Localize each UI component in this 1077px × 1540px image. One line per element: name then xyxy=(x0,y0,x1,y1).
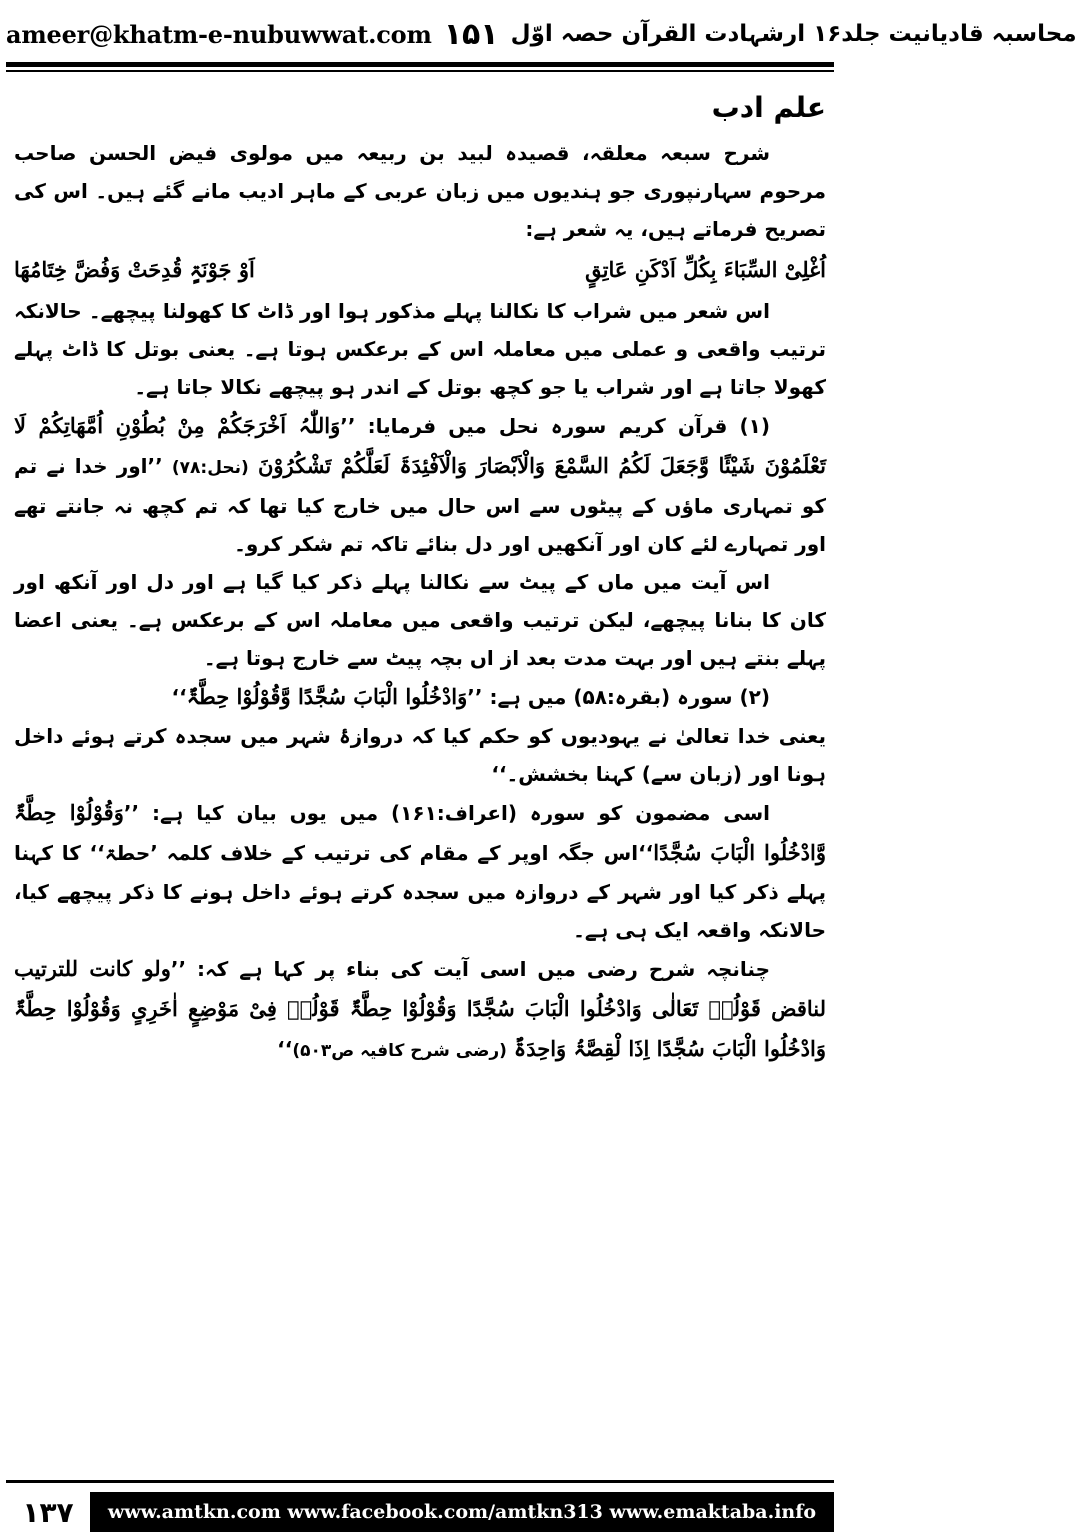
araf-explanation: ‘‘اس جگہ اوپر کے مقام کی ترتیب کے خلاف کلمہ ’حطۃ‘‘ کا کہنا پہلے ذکر کیا اور شہر کے دروازہ میں سجدہ کرتے ہوئے داخل ہونے کا ذکر پیچھے کیا، حالانکہ واقعہ ایک ہی ہے۔ xyxy=(14,841,826,942)
header-page-number: ۱۵۱ xyxy=(443,16,499,52)
paragraph-baqarah-translation: یعنی خدا تعالیٰ نے یہودیوں کو حکم کیا کہ دروازۂ شہر میں سجدہ کرتے ہوئے داخل ہونا اور (زبان سے) کہنا بخشش۔‘‘ xyxy=(14,724,826,786)
paragraph-nahl xyxy=(14,406,826,563)
araf-lead: اسی مضمون کو سورہ (اعراف:۱۶۱) میں یوں بیان کیا ہے: ’’ xyxy=(123,801,770,825)
radi-lead: چنانچہ شرح رضی میں اسی آیت کی بناء پر کہا ہے کہ: ’’ xyxy=(170,957,770,981)
baqarah-lead: (۲) سورہ (بقرہ:۵۸) میں ہے: ’’ xyxy=(467,685,770,709)
paragraph-sharh-radi xyxy=(14,949,826,1070)
paragraph-araf xyxy=(14,793,826,949)
paragraph-verse-explanation: اس شعر میں شراب کا نکالنا پہلے مذکور ہوا اور ڈاٹ کا کھولنا پیچھے۔ حالانکہ ترتیب واقعی و عملی میں معاملہ اس کے برعکس ہوتا ہے۔ یعنی بوتل کا ڈاٹ پہلے کھولا جاتا ہے اور شراب یا جو کچھ بوتل کے اندر ہو پیچھے نکالا جاتا ہے۔ xyxy=(14,299,826,399)
radi-reference: (رضی شرح کافیہ ص۵۰۳) xyxy=(292,1041,507,1061)
nahl-reference: (نحل:۷۸) xyxy=(171,458,249,478)
baqarah-close-quote: ‘‘ xyxy=(171,685,187,709)
paragraph-intro: شرح سبعہ معلقہ، قصیدہ لبید بن ربیعہ میں مولوی فیض الحسن صاحب مرحوم سہارنپوری جو ہندیوں میں زبان عربی کے ماہر ادیب مانے گئے ہیں۔ اس کی تصریح فرماتے ہیں، یہ شعر ہے: xyxy=(14,141,826,241)
verse-second-hemistich: اَوْ جَوْنَۃٍ قُدِحَتْ وَفُضَّ خِتَامُھَا xyxy=(14,257,255,282)
baqarah-quran-text: وَادْخُلُوا الْبَابَ سُجَّدًا وَّقُوْلُوْا حِطَّۃٌ xyxy=(186,684,468,709)
header-book-title: محاسبہ قادیانیت جلد۱۶ ارشہادت القرآن حصہ اوّل xyxy=(510,21,1077,47)
paragraph-nahl-explanation: اس آیت میں ماں کے پیٹ سے نکالنا پہلے ذکر کیا گیا ہے اور دل اور آنکھ اور کان کا بنانا پیچھے، لیکن ترتیب واقعی میں معاملہ اس کے برعکس ہے۔ یعنی اعضا پہلے بنتے ہیں اور بہت مدت بعد از اں بچہ پیٹ سے خارج ہوتا ہے۔ xyxy=(14,570,826,670)
paragraph-baqarah xyxy=(14,677,826,717)
page-header xyxy=(6,8,1077,60)
footer-rule xyxy=(6,1480,834,1483)
header-rule-thin xyxy=(6,70,834,72)
nahl-quran-text: وَاللّٰہُ اَخْرَجَکُمْ مِنْ بُطُوْنِ اُمَّھَاتِکُمْ لَا تَعْلَمُوْنَ شَیْئًا وَّجَعَلَ لَکُمُ السَّمْعَ وَالْاَبْصَارَ وَالْاَفْئِدَۃَ لَعَلَّکُمْ تَشْکُرُوْنَ xyxy=(14,413,826,478)
poetry-verse xyxy=(14,248,826,292)
footer-page-number: ۱۳۷ xyxy=(22,1495,74,1529)
page-content xyxy=(14,84,826,1474)
araf-quran-text: وَقُوْلُوْا حِطَّۃٌ وَّادْخُلُوا الْبَابَ سُجَّدًا xyxy=(14,800,826,865)
nahl-lead: (۱) قرآن کریم سورہ نحل میں فرمایا: ’’ xyxy=(340,414,771,438)
section-heading: علم ادب xyxy=(711,91,826,124)
radi-arabic-quote: ولو کانت للترتیب لناقض قَوْلُہٗ تَعَالٰی وَادْخُلُوا الْبَابَ سُجَّدًا وَقُوْلُوْا حِطَّۃٌ قَوْلُہٗ فِیْ مَوْضِعٍ اٰخَرِیٍ وَقُوْلُوْا حِطَّۃٌ وَادْخُلُوا الْبَابَ سُجَّدًا اِذَا لْقِصَّۃُ وَاحِدَۃٌ xyxy=(14,956,826,1061)
header-rule-thick xyxy=(6,62,834,67)
verse-first-hemistich: اُغْلِیْ السِّبَاءَ بِکُلِّ اَدْکَنِ عَاتِقٍ xyxy=(585,257,826,282)
nahl-translation: ’’اور خدا نے تم کو تمہاری ماؤں کے پیٹوں سے اس حال میں خارج کیا تھا کہ تم کچھ نہ جانتے تھے اور تمہارے لئے کان اور آنکھیں اور دل بنائے تاکہ تم شکر کرو۔ xyxy=(14,454,826,556)
header-email: ameer@khatm-e-nubuwwat.com xyxy=(6,19,432,49)
radi-close-quote: ‘‘ xyxy=(277,1037,293,1061)
page-footer xyxy=(6,1490,834,1534)
footer-website-links[interactable]: www.amtkn.com www.facebook.com/amtkn313 www.emaktaba.info xyxy=(90,1492,834,1532)
